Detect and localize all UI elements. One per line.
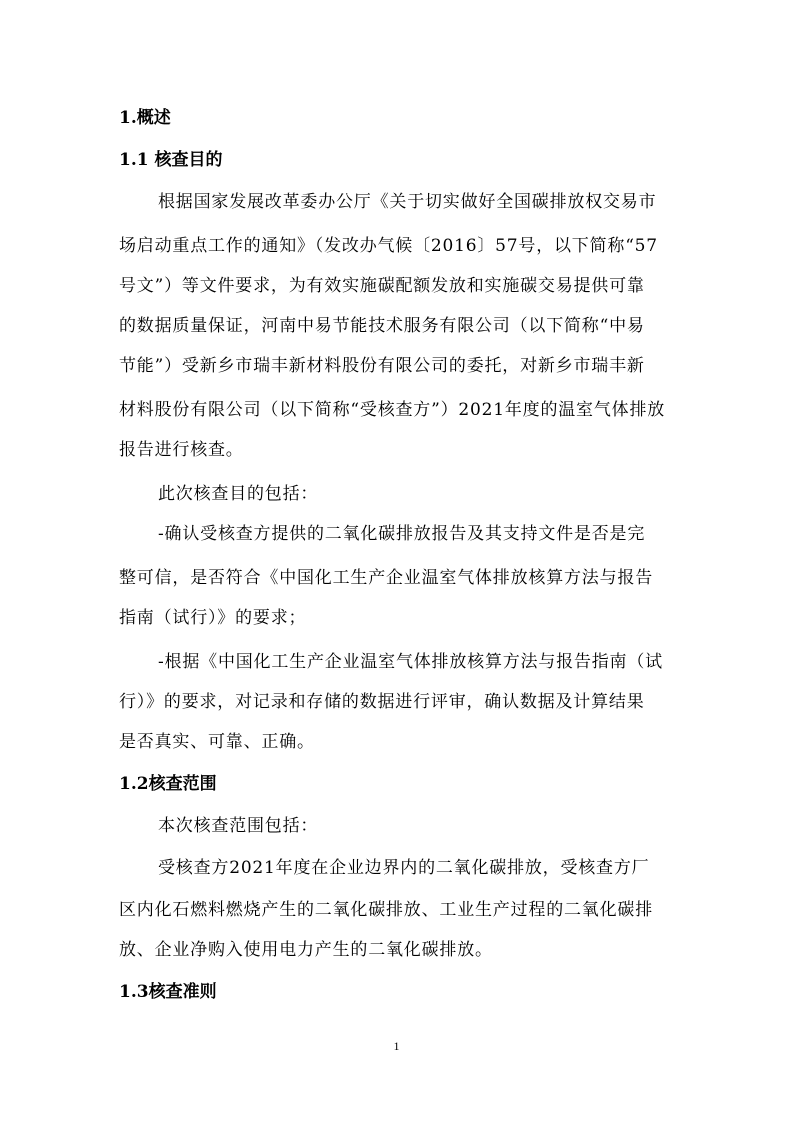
paragraph-line: 场启动重点工作的通知》（发改办气候〔2016〕57号，以下简称“57 bbox=[119, 236, 658, 256]
page-number: 1 bbox=[393, 1039, 400, 1053]
paragraph-line: 报告进行核查。 bbox=[119, 440, 244, 460]
list-item-line: 行）》的要求，对记录和存储的数据进行评审，确认数据及计算结果 bbox=[119, 692, 645, 712]
paragraph-line: 受核查方2021年度在企业边界内的二氧化碳排放，受核查方厂 bbox=[158, 858, 650, 878]
list-item-line: 是否真实、可靠、正确。 bbox=[119, 732, 315, 752]
paragraph-line: 的数据质量保证，河南中易节能技术服务有限公司（以下简称“中易 bbox=[119, 316, 645, 336]
paragraph-line: 根据国家发展改革委办公厅《关于切实做好全国碳排放权交易市 bbox=[158, 192, 657, 212]
purpose-includes-label: 此次核查目的包括： bbox=[158, 484, 319, 504]
paragraph-line: 节能”）受新乡市瑞丰新材料股份有限公司的委托，对新乡市瑞丰新 bbox=[119, 356, 645, 376]
paragraph-line: 放、企业净购入使用电力产生的二氧化碳排放。 bbox=[119, 940, 493, 960]
list-item-line: 整可信，是否符合《中国化工生产企业温室气体排放核算方法与报告 bbox=[119, 568, 653, 588]
list-item-line: 指南（试行）》的要求； bbox=[119, 608, 307, 628]
paragraph-line: 材料股份有限公司（以下简称“受核查方”）2021年度的温室气体排放 bbox=[119, 400, 666, 420]
section-heading-scope: 1.2核查范围 bbox=[119, 774, 217, 794]
paragraph-line: 号文”）等文件要求，为有效实施碳配额发放和实施碳交易提供可靠 bbox=[119, 276, 645, 296]
list-item-line: -确认受核查方提供的二氧化碳排放报告及其支持文件是否是完 bbox=[158, 524, 646, 544]
section-heading-purpose: 1.1 核查目的 bbox=[119, 150, 223, 170]
paragraph-line: 区内化石燃料燃烧产生的二氧化碳排放、工业生产过程的二氧化碳排 bbox=[119, 900, 653, 920]
section-heading-overview: 1.概述 bbox=[119, 108, 171, 128]
list-item-line: -根据《中国化工生产企业温室气体排放核算方法与报告指南（试 bbox=[158, 652, 663, 672]
section-heading-criteria: 1.3核查准则 bbox=[119, 982, 217, 1002]
scope-label: 本次核查范围包括： bbox=[158, 816, 319, 836]
